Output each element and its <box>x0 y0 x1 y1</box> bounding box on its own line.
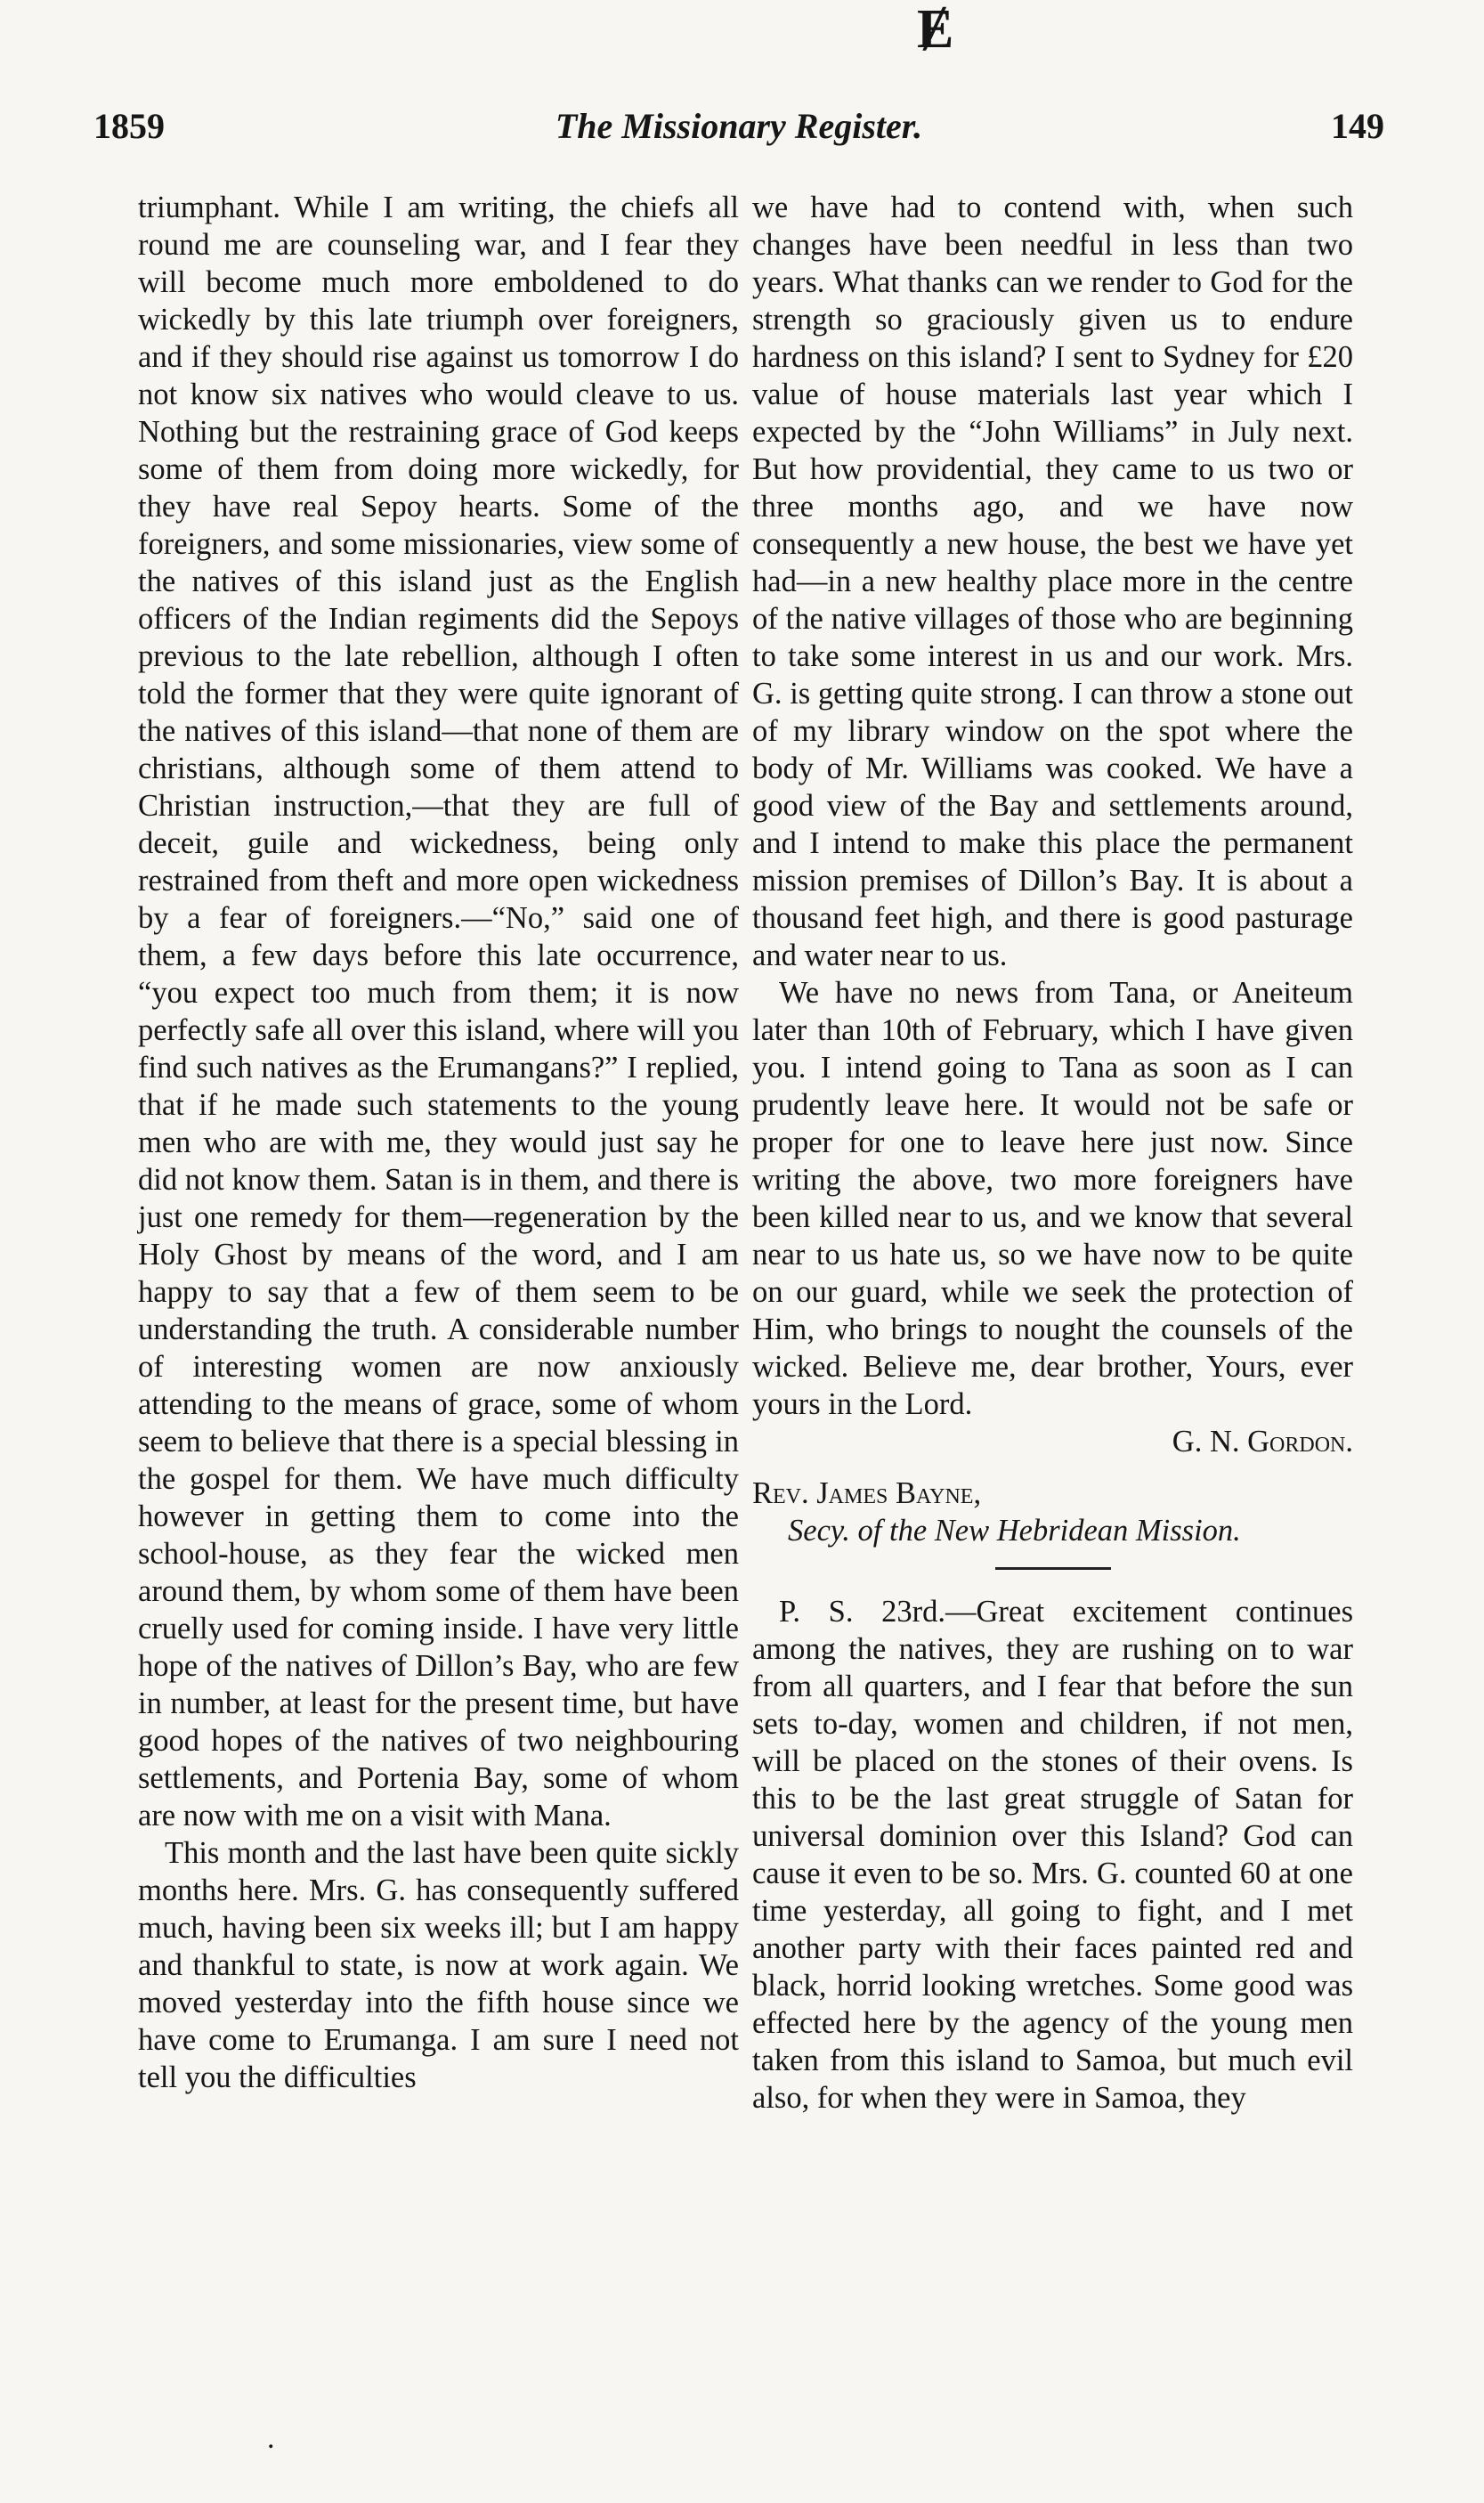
right-paragraph-1: we have had to contend with, when such changes have been needful in less than two years. What thanks can we render to God for the strength so graciously given us to endure hardness on this island? I sent to Sydney for £20 value of house materials last year which I expected by the “John Williams” in July next. But how providential, they came to us two or three months ago, and we have now consequently a new house, the best we have yet had—in a new healthy place more in the centre of the native villages of those who are beginning to take some interest in us and our work. Mrs. G. is getting quite strong. I can throw a stone out of my library window on the spot where the body of Mr. Williams was cooked. We have a good view of the Bay and settlements around, and I intend to make this place the permanent mission premises of Dillon’s Bay. It is about a thousand feet high, and there is good pasturage and water near to us. <box>752 191 1353 972</box>
addressee-office: Secy. of the New Hebridean Mission. <box>788 1514 1241 1548</box>
left-paragraph-2: This month and the last have been quite sickly months here. Mrs. G. has consequently suffered much, having been six weeks ill; but I am happy and thankful to state, is now at work again. We moved yesterday into the fifth house since we have come to Erumanga. I am sure I need not tell you the difficulties <box>138 1836 739 2094</box>
postscript: P. S. 23rd.—Great excitement continues among the natives, they are rushing on to war from all quarters, and I fear that before the sun sets to-day, women and children, if not men, will be placed on the stones of their ovens. Is this to be the last great struggle of Satan for universal dominion over this Island? God can cause it even to be so. Mrs. G. counted 60 at one time yesterday, all going to fight, and I met another party with their faces painted red and black, horrid looking wretches. Some good was effected here by the agency of the young men taken from this island to Samoa, but much evil also, for when they were in Samoa, they <box>752 1595 1353 2115</box>
header-year: 1859 <box>93 106 165 146</box>
addressee <box>752 1475 1353 1549</box>
left-column <box>138 189 739 2096</box>
right-paragraph-2: We have no news from Tana, or Aneiteum later than 10th of February, which I have given you. I intend going to Tana as soon as I can prudently leave here. It would not be safe or proper for one to leave here just now. Since writing the above, two more foreigners have been killed near to us, and we know that several near to us hate us, so we have now to be quite on our guard, while we seek the protection of Him, who brings to nought the counsels of the wicked. Believe me, dear brother, Yours, ever yours in the Lord. <box>752 976 1353 1421</box>
signature: G. N. Gordon. <box>1172 1425 1353 1459</box>
addressee-name: Rev. James Bayne, <box>752 1476 982 1510</box>
top-ink-mark: Ɇ <box>917 0 954 60</box>
header-title: The Missionary Register. <box>555 106 923 146</box>
right-column <box>752 189 1353 2117</box>
left-paragraph-1: triumphant. While I am writing, the chiefs all round me are counseling war, and I fear they will become much more emboldened to do wickedly by this late triumph over foreigners, and if they should rise against us tomorrow I do not know six natives who would cleave to us. Nothing but the restraining grace of God keeps some of them from doing more wickedly, for they have real Sepoy hearts. Some of the foreigners, and some missionaries, view some of the natives of this island just as the English officers of the Indian regiments did the Sepoys previous to the late rebellion, although I often told the former that they were quite ignorant of the natives of this island—that none of them are christians, although some of them attend to Christian instruction,—that they are full of deceit, guile and wickedness, being only restrained from theft and more open wickedness by a fear of foreigners.—“No,” said one of them, a few days before this late occurrence, “you expect too much from them; it is now perfectly safe all over this island, where will you find such natives as the Erumangans?” I replied, that if he made such statements to the young men who are with me, they would just say he did not know them. Satan is in them, and there is just one remedy for them—regeneration by the Holy Ghost by means of the word, and I am happy to say that a few of them seem to be understanding the truth. A considerable number of interesting women are now anxiously attending to the means of grace, some of whom seem to believe that there is a special blessing in the gospel for them. We have much difficulty however in getting them to come into the school-house, as they fear the wicked men around them, by whom some of them have been cruelly used for coming inside. I have very little hope of the natives of Dillon’s Bay, who are few in number, at least for the present time, but have good hopes of the natives of two neighbouring settlements, and Portenia Bay, some of whom are now with me on a visit with Mana. <box>138 191 739 1833</box>
bottom-ink-mark: . <box>267 2422 275 2455</box>
running-header <box>93 100 1384 153</box>
page-number: 149 <box>1331 106 1384 146</box>
section-divider <box>995 1567 1111 1570</box>
